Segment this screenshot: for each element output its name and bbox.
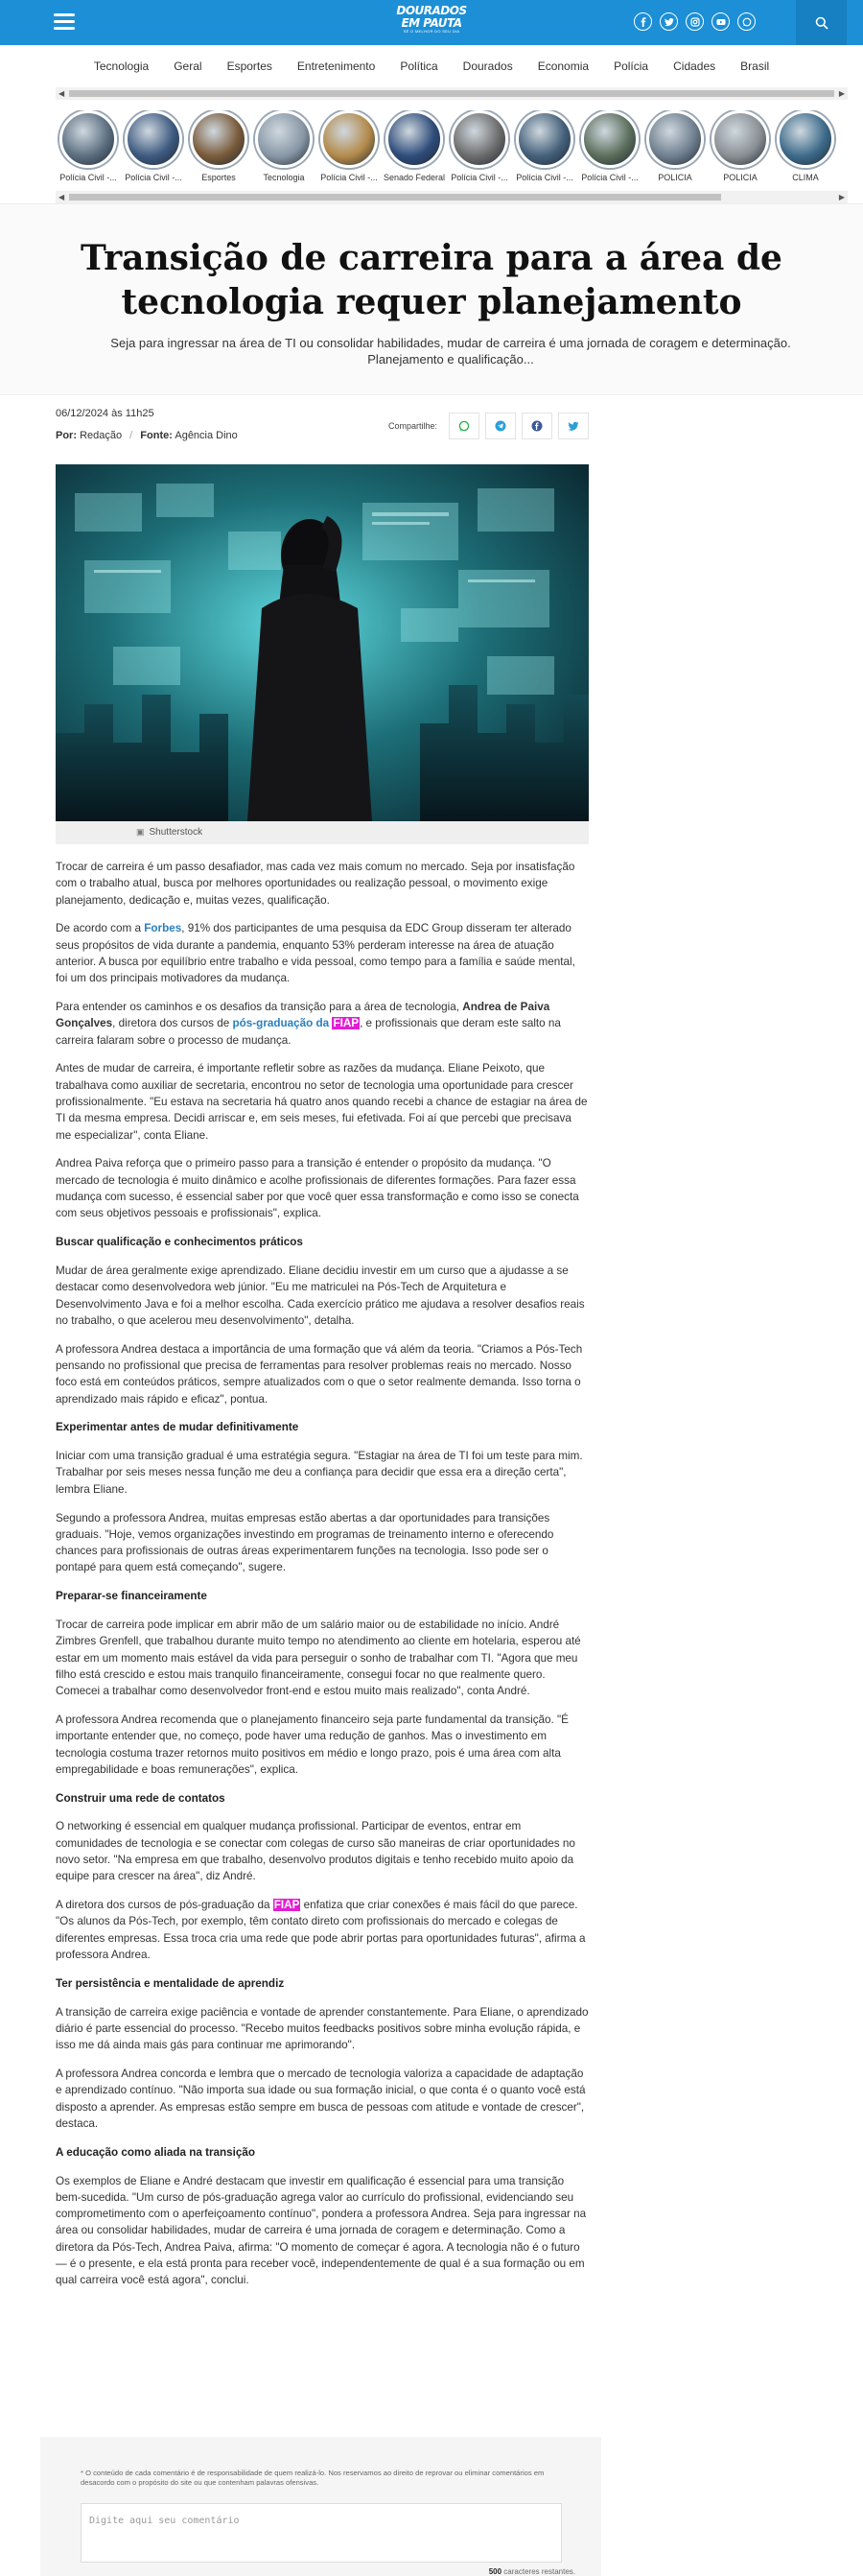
story-item[interactable] (186, 110, 251, 182)
story-thumbnail (385, 110, 443, 168)
search-button[interactable] (796, 0, 847, 45)
facebook-icon (531, 420, 543, 432)
paragraph: A transição de carreira exige paciência e vontade de aprender constantemente. Para Eliane, o aprendizado diário é parte essencial do processo. "Recebo muitos feedbacks positivos sobre minha evolução rápida, e isso me dá ainda mais gás para continuar me aprimorando". (56, 2005, 589, 2052)
article-image (56, 464, 589, 821)
share-whatsapp-button[interactable] (449, 413, 479, 439)
forbes-link[interactable]: Forbes (144, 922, 182, 935)
category-nav (0, 45, 863, 87)
story-item[interactable] (382, 110, 447, 182)
category-scrollbar[interactable] (56, 87, 848, 100)
nav-item-pol-cia[interactable]: Polícia (614, 59, 649, 73)
section-heading: A educação como aliada na transição (56, 2145, 256, 2159)
section-heading: Buscar qualificação e conhecimentos práticos (56, 1236, 303, 1249)
article-title: Transição de carreira para a área de tecnologia requer planejamento (81, 238, 782, 322)
nav-item-dourados[interactable]: Dourados (462, 59, 513, 73)
story-item[interactable] (447, 110, 512, 182)
publish-date: 06/12/2024 às 11h25 (56, 408, 154, 419)
section-heading: Preparar-se financeiramente (56, 1590, 207, 1603)
search-icon (815, 16, 828, 30)
section-heading: Experimentar antes de mudar definitivamente (56, 1421, 299, 1434)
paragraph: Os exemplos de Eliane e André destacam que investir em qualificação é essencial para uma transição bem-sucedida. "Um curso de pós-graduação agrega valor ao currículo do profissional, evidenciando seu comprometimento com o aperfeiçoamento contínuo", pondera a professora Andrea. Seja para ingressar na área ou consolidar habilidades, mudar de carreira é uma jornada de coragem e determinação. Como a diretora da Pós-Tech, Andrea Paiva, afirma: "O momento de começar é agora. A tecnologia não é o futuro — é o presente, e ela está pronta para receber você, independentemente de qual é a sua formação ou em qual carreira você está agora", conclui. (56, 2174, 587, 2287)
story-thumbnail (646, 110, 704, 168)
story-thumbnail (777, 110, 834, 168)
story-item[interactable] (316, 110, 382, 182)
story-label: Polícia Civil -... (320, 173, 378, 182)
section-heading: Ter persistência e mentalidade de aprendiz (56, 1976, 285, 1990)
camera-icon: ▣ (136, 827, 145, 837)
scroll-left-icon[interactable]: ◀ (58, 89, 65, 98)
nav-item-esportes[interactable]: Esportes (226, 59, 272, 73)
story-thumbnail (190, 110, 247, 168)
story-label: CLIMA (792, 173, 819, 182)
story-thumbnail (125, 110, 182, 168)
nav-item-pol-tica[interactable]: Política (400, 59, 438, 73)
paragraph: A diretora dos cursos de pós-graduação da FIAP enfatiza que criar conexões é mais fácil do que parece. "Os alunos da Pós-Tech, por exemplo, têm contato direto com profissionais do mercado e colegas de diferentes empresas. Essa troca cria uma rede que pode abrir portas para oportunidades futuras", afirma a professora Andrea. (56, 1899, 586, 1962)
nav-item-geral[interactable]: Geral (174, 59, 202, 73)
story-label: POLICIA (723, 173, 758, 182)
share-bar (388, 413, 589, 439)
story-item[interactable] (56, 110, 121, 182)
paragraph: Antes de mudar de carreira, é importante refletir sobre as razões da mudança. Eliane Peixoto, que trabalhava como auxiliar de secretaria, encontrou no setor de tecnologia uma oportunidade para crescer profissionalmente. "Eu estava na secretaria há quatro anos quando recebi a chance de estagiar na área de TI da mesma empresa. Decidi arriscar e, em seis meses, fui efetivada. Foi aí que percebi que precisava me especializar", conta Eliane. (56, 1062, 588, 1142)
image-caption: ▣ Shutterstock (56, 821, 589, 844)
paragraph: A professora Andrea concorda e lembra que o mercado de tecnologia valoriza a capacidade de adaptação e aprendizado contínuo. "Não importa sua idade ou sua formação inicial, o que conta é o quanto você está disposto a aprender. As empresas estão sempre em busca de pessoas com atitude e vontade de crescer", destaca. (56, 2068, 586, 2130)
nav-item-entretenimento[interactable]: Entretenimento (296, 59, 376, 73)
instagram-icon[interactable] (686, 12, 704, 31)
story-item[interactable] (121, 110, 186, 182)
paragraph: Trocar de carreira é um passo desafiador, mas cada vez mais comum no mercado. Seja por insatisfação com o trabalho atual, busca por melhores oportunidades ou realização pessoal, o movimento exige planejamento, dedicação e, muitas vezes, qualificação. (56, 861, 575, 907)
youtube-icon[interactable] (711, 12, 730, 31)
paragraph: A professora Andrea recomenda que o planejamento financeiro seja parte fundamental da transição. "É importante entender que, no começo, pode haver uma redução de ganhos. Mas o investimento em tecnologia costuma trazer retornos muito positivos em médio e longo prazo, pois é uma área com alta empregabilidade e boas remunerações", explica. (56, 1713, 569, 1776)
story-item[interactable] (773, 110, 838, 182)
fiap-postgrad-link[interactable]: pós-graduação da FIAP (232, 1017, 360, 1030)
site-logo[interactable]: DOURADOS EM PAUTA SÉ O MELHOR DO SEU DIA (396, 4, 467, 34)
article-body (56, 859, 589, 2301)
story-label: Polícia Civil -... (59, 173, 117, 182)
share-facebook-button[interactable] (522, 413, 552, 439)
scrollbar-thumb[interactable] (69, 194, 721, 201)
scroll-right-icon[interactable]: ▶ (838, 193, 845, 201)
story-thumbnail (255, 110, 313, 168)
paragraph: O networking é essencial em qualquer mudança profissional. Participar de eventos, entrar em comunidades de tecnologia e se conectar com colegas de curso são maneiras de criar oportunidades no novo setor. "Na empresa em que trabalho, desenvolvo produtos digitais e tenho recebido muito apoio da equipe para crescer na área", diz André. (56, 1820, 575, 1883)
story-thumbnail (320, 110, 378, 168)
story-thumbnail (451, 110, 508, 168)
nav-item-economia[interactable]: Economia (537, 59, 590, 73)
char-counter: 500 caracteres restantes. (488, 2567, 575, 2576)
story-label: Senado Federal (383, 173, 446, 182)
story-thumbnail (711, 110, 769, 168)
comment-textarea[interactable]: Digite aqui seu comentário (81, 2503, 562, 2563)
story-label: POLICIA (658, 173, 692, 182)
article-subtitle: Seja para ingressar na área de TI ou consolidar habilidades, mudar de carreira é uma jornada de coragem e determinação. Planejamento e qualificação... (110, 336, 791, 366)
telegram-icon (495, 420, 506, 432)
paragraph: Andrea Paiva reforça que o primeiro passo para a transição é entender o propósito da mudança. "O mercado de tecnologia é muito dinâmico e acolhe profissionais de diferentes formações. Para fazer essa mudança com sucesso, é essencial saber por que você quer essa transformação e como isso se conecta com seus objetivos pessoais e profissionais", explica. (56, 1157, 579, 1220)
scroll-right-icon[interactable]: ▶ (838, 89, 845, 98)
paragraph: Mudar de área geralmente exige aprendizado. Eliane decidiu investir em um curso que a ajudasse a se destacar como desenvolvedora web júnior. "Eu me matriculei na Pós-Tech de Arquitetura e Desenvolvimento Java e foi a melhor escolha. Cada exercício prático me ajudava a resolver desafios reais no trabalho, o que acelerou meu desenvolvimento", detalha. (56, 1264, 585, 1327)
paragraph: Segundo a professora Andrea, muitas empresas estão abertas a dar oportunidades para transições graduais. "Hoje, vemos organizações investindo em programas de treinamento interno e oferecendo chances para profissionais de outras áreas experimentarem funções na tecnologia. Isso pode ser o pontapé para quem está começando", sugere. (56, 1511, 554, 1574)
byline: Por: Redação / Fonte: Agência Dino (56, 430, 238, 441)
stories-scrollbar[interactable] (56, 191, 848, 203)
share-twitter-button[interactable] (558, 413, 589, 439)
paragraph: Trocar de carreira pode implicar em abrir mão de um salário maior ou de estabilidade no início. André Zimbres Grenfell, que trabalhou durante muito tempo no atendimento ao cliente em hotelaria, esperou até estar em um momento mais estável da vida para perseguir o sonho de trabalhar com TI. "Agora que meu filho está crescido e estou mais tranquilo financeiramente, consegui focar no que realmente quero. Comecei a trabalhar como desenvolvedor front-end e estou muito mais realizado", conta André. (56, 1618, 581, 1698)
menu-icon[interactable] (54, 13, 75, 31)
story-thumbnail (516, 110, 573, 168)
story-thumbnail (59, 110, 117, 168)
story-item[interactable] (512, 110, 577, 182)
story-item[interactable] (577, 110, 642, 182)
share-label: Compartilhe: (388, 421, 438, 431)
social-links (634, 12, 756, 32)
nav-item-tecnologia[interactable]: Tecnologia (93, 59, 150, 73)
scroll-left-icon[interactable]: ◀ (58, 193, 65, 201)
paragraph: Para entender os caminhos e os desafios da transição para a área de tecnologia, Andrea de Paiva Gonçalves, diretora dos cursos de pós-graduação da FIAP, e profissionais que deram este salto na carreira falaram sobre o processo de mudança. (56, 1001, 561, 1047)
twitter-icon[interactable] (660, 12, 678, 31)
story-item[interactable] (251, 110, 316, 182)
comments-notice: * O conteúdo de cada comentário é de responsabilidade de quem realizá-lo. Nos reservamos ao direito de reprovar ou eliminar comentários em desacordo com o propósito do site ou que contenham palavras ofensivas. (81, 2469, 545, 2487)
story-label: Tecnologia (263, 173, 305, 182)
story-label: Polícia Civil -... (516, 173, 573, 182)
whatsapp-icon[interactable] (737, 12, 756, 31)
story-label: Polícia Civil -... (451, 173, 508, 182)
scrollbar-thumb[interactable] (69, 90, 834, 97)
paragraph: Iniciar com uma transição gradual é uma estratégia segura. "Estagiar na área de TI foi um teste para mim. Trabalhar por seis meses nessa função me deu a confiança para decidir que essa era a direção certa", lembra Eliane. (56, 1450, 583, 1496)
paragraph: De acordo com a Forbes, 91% dos participantes de uma pesquisa da EDC Group disseram ter alterado seus propósitos de vida durante a pandemia, enquanto 53% perderam interesse na área de atuação anterior. A busca por equilíbrio entre trabalho e vida pessoal, como tempo para a família e saúde mental, foi um dos principais motivadores da mudança. (56, 922, 575, 985)
share-telegram-button[interactable] (485, 413, 516, 439)
story-label: Polícia Civil -... (581, 173, 639, 182)
paragraph: A professora Andrea destaca a importância de uma formação que vá além da teoria. "Criamos a Pós-Tech pensando no profissional que precisa de ferramentas para resolver problemas reais no mercado. Nosso foco está em conteúdos práticos, sempre atualizados com o que o setor realmente demanda. Isso torna o aprendizado mais rápido e eficaz", pontua. (56, 1342, 583, 1406)
story-label: Polícia Civil -... (125, 173, 182, 182)
top-bar (0, 0, 863, 45)
twitter-icon (568, 420, 579, 432)
facebook-icon[interactable] (634, 12, 652, 31)
story-item[interactable] (642, 110, 708, 182)
story-label: Esportes (201, 173, 236, 182)
whatsapp-icon (458, 420, 470, 432)
nav-item-cidades[interactable]: Cidades (673, 59, 716, 73)
nav-item-brasil[interactable]: Brasil (740, 59, 770, 73)
story-item[interactable] (708, 110, 773, 182)
fiap-highlight: FIAP (273, 1899, 300, 1912)
story-thumbnail (581, 110, 639, 168)
stories-carousel (56, 110, 848, 187)
section-heading: Construir uma rede de contatos (56, 1791, 225, 1805)
